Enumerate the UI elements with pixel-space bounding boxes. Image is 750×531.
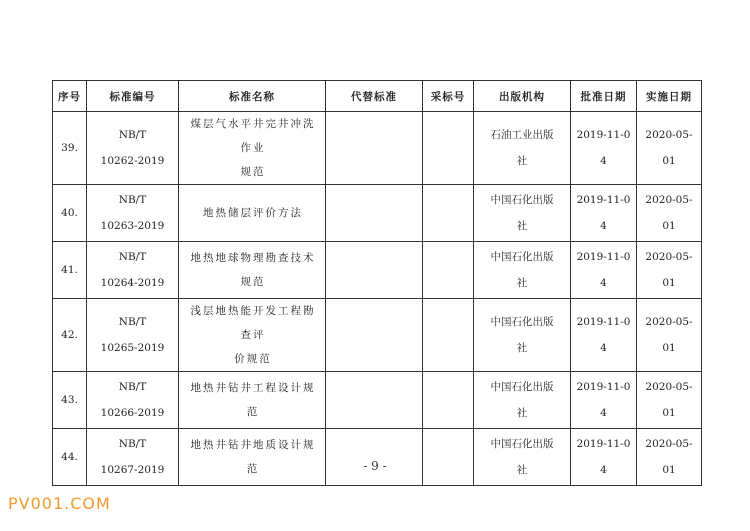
cell-impl-date bbox=[637, 429, 702, 486]
cell-publisher-line: 石油工业出版 bbox=[490, 129, 554, 141]
cell-impl-date bbox=[637, 185, 702, 242]
cell-publisher-line: 社 bbox=[516, 464, 528, 476]
cell-approve-date bbox=[571, 185, 637, 242]
cell-impl-date-line: 01 bbox=[662, 407, 676, 419]
table-row bbox=[53, 242, 702, 299]
cell-replace bbox=[326, 242, 423, 299]
cell-adopt bbox=[423, 242, 474, 299]
cell-name bbox=[179, 112, 326, 185]
cell-code bbox=[87, 372, 179, 429]
cell-impl-date-line: 01 bbox=[662, 220, 676, 232]
cell-name bbox=[179, 429, 326, 486]
cell-code-line: NB/T bbox=[118, 129, 147, 141]
cell-publisher bbox=[474, 299, 571, 372]
cell-name bbox=[179, 185, 326, 242]
header-adopt: 采标号 bbox=[423, 81, 474, 112]
cell-impl-date-line: 2020-05- bbox=[645, 316, 693, 328]
cell-replace bbox=[326, 185, 423, 242]
cell-approve-date bbox=[571, 372, 637, 429]
cell-publisher bbox=[474, 112, 571, 185]
cell-serial-line: 43. bbox=[61, 394, 78, 406]
cell-publisher bbox=[474, 185, 571, 242]
table-row bbox=[53, 429, 702, 486]
cell-replace bbox=[326, 429, 423, 486]
cell-publisher-line: 社 bbox=[516, 277, 528, 289]
cell-approve-date-line: 2019-11-0 bbox=[576, 129, 631, 141]
table-row bbox=[53, 372, 702, 429]
cell-name-line: 地热储层评价方法 bbox=[203, 207, 303, 219]
cell-code-line: NB/T bbox=[118, 316, 147, 328]
cell-code bbox=[87, 429, 179, 486]
cell-approve-date bbox=[571, 429, 637, 486]
cell-approve-date-line: 2019-11-0 bbox=[576, 316, 631, 328]
cell-publisher-line: 中国石化出版 bbox=[490, 381, 554, 393]
cell-publisher-line: 社 bbox=[516, 155, 528, 167]
cell-name-line: 价规范 bbox=[234, 353, 272, 365]
cell-approve-date-line: 2019-11-0 bbox=[576, 381, 631, 393]
cell-publisher-line: 中国石化出版 bbox=[490, 438, 554, 450]
cell-serial bbox=[53, 372, 87, 429]
cell-impl-date bbox=[637, 242, 702, 299]
cell-code bbox=[87, 112, 179, 185]
table-row bbox=[53, 112, 702, 185]
cell-name bbox=[179, 242, 326, 299]
cell-replace bbox=[326, 299, 423, 372]
header-name: 标准名称 bbox=[179, 81, 326, 112]
cell-publisher-line: 社 bbox=[516, 407, 528, 419]
table-row bbox=[53, 299, 702, 372]
cell-serial-line: 41. bbox=[61, 264, 78, 276]
header-approve-date: 批准日期 bbox=[571, 81, 637, 112]
cell-approve-date bbox=[571, 299, 637, 372]
cell-adopt bbox=[423, 429, 474, 486]
cell-serial-line: 40. bbox=[61, 207, 78, 219]
cell-code bbox=[87, 242, 179, 299]
cell-publisher-line: 中国石化出版 bbox=[490, 316, 554, 328]
cell-code-line: 10263-2019 bbox=[100, 220, 165, 232]
header-code: 标准编号 bbox=[87, 81, 179, 112]
cell-serial bbox=[53, 242, 87, 299]
cell-impl-date-line: 01 bbox=[662, 277, 676, 289]
cell-name-line: 煤层气水平井完井冲洗作业 bbox=[190, 118, 316, 154]
cell-name-line: 规范 bbox=[240, 166, 266, 178]
cell-name-line: 地热井钻井工程设计规范 bbox=[190, 382, 316, 418]
cell-code-line: 10264-2019 bbox=[100, 277, 165, 289]
cell-adopt bbox=[423, 112, 474, 185]
cell-code-line: 10267-2019 bbox=[100, 464, 165, 476]
cell-approve-date bbox=[571, 242, 637, 299]
cell-impl-date-line: 2020-05- bbox=[645, 251, 693, 263]
cell-serial bbox=[53, 429, 87, 486]
cell-adopt bbox=[423, 299, 474, 372]
cell-name bbox=[179, 372, 326, 429]
cell-serial-line: 44. bbox=[61, 451, 78, 463]
cell-replace bbox=[326, 372, 423, 429]
cell-impl-date bbox=[637, 372, 702, 429]
header-replace: 代替标准 bbox=[326, 81, 423, 112]
cell-approve-date-line: 4 bbox=[600, 155, 607, 167]
cell-name bbox=[179, 299, 326, 372]
cell-adopt bbox=[423, 185, 474, 242]
cell-impl-date bbox=[637, 112, 702, 185]
cell-name-line: 地热地球物理勘查技术规范 bbox=[190, 252, 316, 288]
cell-publisher bbox=[474, 429, 571, 486]
cell-impl-date-line: 01 bbox=[662, 464, 676, 476]
page-number: - 9 - bbox=[363, 459, 387, 473]
cell-approve-date bbox=[571, 112, 637, 185]
cell-approve-date-line: 2019-11-0 bbox=[576, 251, 631, 263]
cell-approve-date-line: 4 bbox=[600, 277, 607, 289]
cell-impl-date-line: 2020-05- bbox=[645, 194, 693, 206]
cell-publisher bbox=[474, 372, 571, 429]
cell-serial-line: 42. bbox=[61, 329, 78, 341]
cell-impl-date-line: 2020-05- bbox=[645, 438, 693, 450]
cell-code-line: 10262-2019 bbox=[100, 155, 165, 167]
header-publisher: 出版机构 bbox=[474, 81, 571, 112]
cell-adopt bbox=[423, 372, 474, 429]
cell-approve-date-line: 2019-11-0 bbox=[576, 194, 631, 206]
cell-approve-date-line: 4 bbox=[600, 220, 607, 232]
cell-publisher-line: 社 bbox=[516, 220, 528, 232]
cell-code bbox=[87, 185, 179, 242]
cell-name-line: 地热井钻井地质设计规范 bbox=[190, 439, 316, 475]
cell-impl-date-line: 01 bbox=[662, 342, 676, 354]
cell-serial bbox=[53, 185, 87, 242]
cell-impl-date bbox=[637, 299, 702, 372]
header-serial: 序号 bbox=[53, 81, 87, 112]
cell-approve-date-line: 4 bbox=[600, 464, 607, 476]
cell-code-line: NB/T bbox=[118, 438, 147, 450]
cell-code-line: 10265-2019 bbox=[100, 342, 165, 354]
cell-approve-date-line: 4 bbox=[600, 407, 607, 419]
table-header-row bbox=[53, 81, 702, 112]
cell-code-line: NB/T bbox=[118, 251, 147, 263]
cell-code-line: NB/T bbox=[118, 381, 147, 393]
cell-serial-line: 39. bbox=[61, 142, 78, 154]
table-row bbox=[53, 185, 702, 242]
cell-impl-date-line: 01 bbox=[662, 155, 676, 167]
cell-publisher-line: 中国石化出版 bbox=[490, 251, 554, 263]
standards-table bbox=[52, 80, 702, 486]
cell-approve-date-line: 4 bbox=[600, 342, 607, 354]
cell-serial bbox=[53, 112, 87, 185]
cell-name-line: 浅层地热能开发工程勘查评 bbox=[190, 305, 316, 341]
cell-publisher-line: 中国石化出版 bbox=[490, 194, 554, 206]
watermark: PV001.COM bbox=[8, 494, 111, 513]
cell-publisher bbox=[474, 242, 571, 299]
cell-impl-date-line: 2020-05- bbox=[645, 381, 693, 393]
cell-replace bbox=[326, 112, 423, 185]
cell-publisher-line: 社 bbox=[516, 342, 528, 354]
cell-serial bbox=[53, 299, 87, 372]
header-impl-date: 实施日期 bbox=[637, 81, 702, 112]
cell-code bbox=[87, 299, 179, 372]
cell-impl-date-line: 2020-05- bbox=[645, 129, 693, 141]
cell-approve-date-line: 2019-11-0 bbox=[576, 438, 631, 450]
cell-code-line: NB/T bbox=[118, 194, 147, 206]
cell-code-line: 10266-2019 bbox=[100, 407, 165, 419]
